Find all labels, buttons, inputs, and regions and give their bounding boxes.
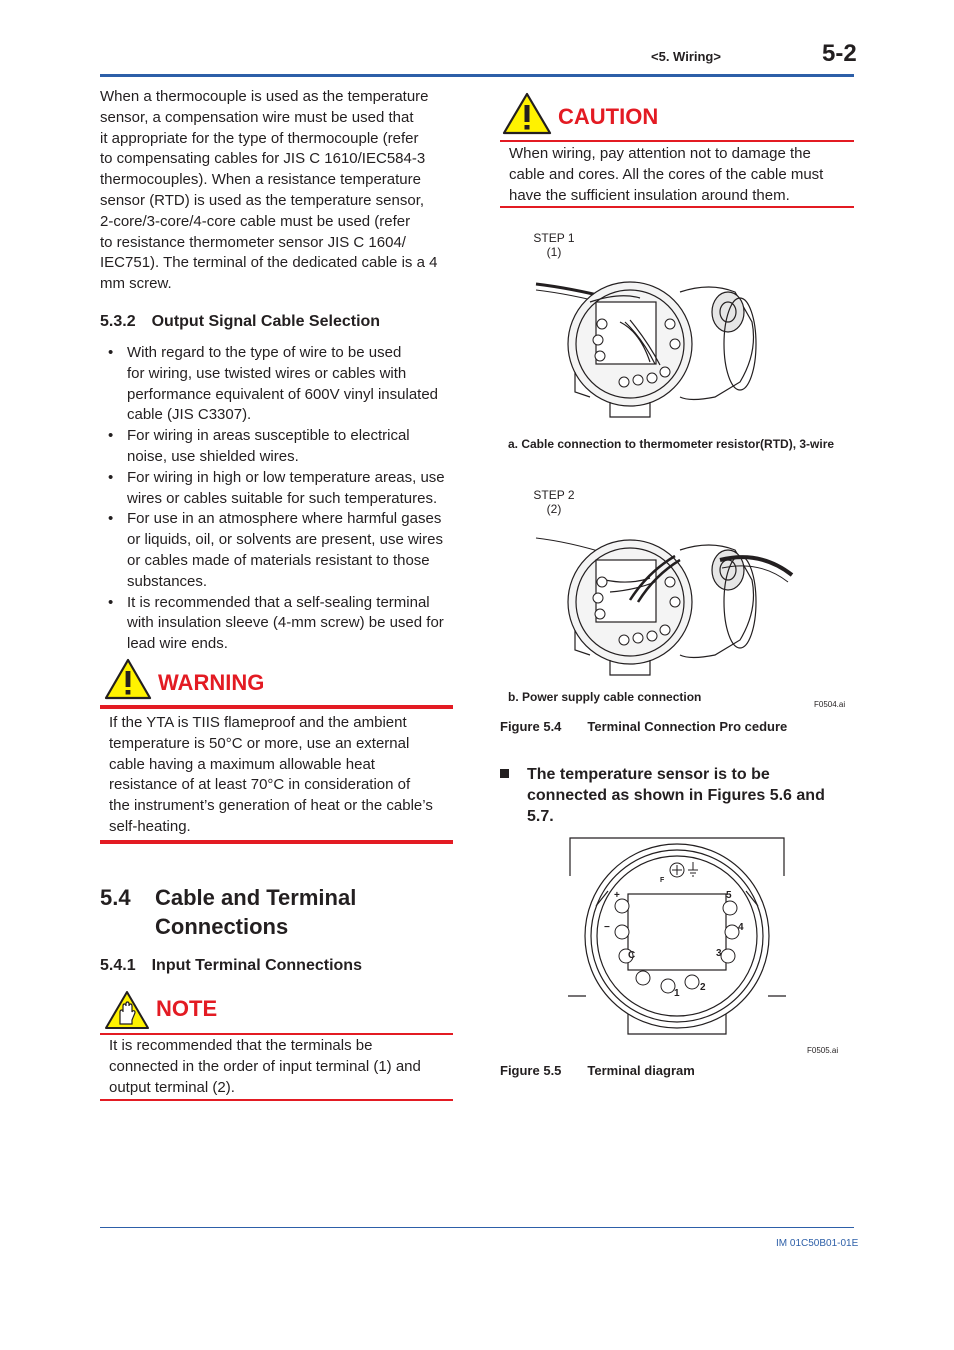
page-number: 5-2 bbox=[822, 40, 857, 67]
list-item: • It is recommended that a self-sealing terminal with insulation sleeve (4-mm screw) be used for lead wire ends. bbox=[100, 593, 458, 655]
warning-top-rule bbox=[100, 705, 453, 709]
section-5-4-title: Cable and Terminal Connections bbox=[155, 885, 357, 939]
terminal-4-label: 4 bbox=[738, 922, 744, 933]
figure-b-caption: b. Power supply cable connection bbox=[508, 690, 702, 704]
chapter-label: <5. Wiring> bbox=[651, 49, 721, 64]
step2-label: STEP 2 (2) bbox=[533, 488, 575, 516]
square-bullet-icon bbox=[500, 769, 509, 778]
terminal-f-label: F bbox=[660, 877, 665, 884]
warning-icon bbox=[104, 658, 152, 700]
caution-bottom-rule bbox=[500, 206, 854, 208]
list-item: • For wiring in areas susceptible to electrical noise, use shielded wires. bbox=[100, 426, 458, 468]
terminal-3-label: 3 bbox=[716, 948, 722, 959]
warning-text: If the YTA is TIIS flameproof and the ambient temperature is 50°C or more, use an external cable having a maximum allowable heat resistance of at least 70°C in consideration of the instrument’s generation of heat or the cable’s self-heating. bbox=[109, 714, 433, 835]
housing-step2-illustration bbox=[530, 520, 800, 680]
terminal-2-label: 2 bbox=[700, 982, 706, 993]
caution-title: CAUTION bbox=[558, 104, 659, 129]
terminal-minus-label: − bbox=[604, 922, 610, 933]
section-5-3-2-heading: 5.3.2 Output Signal Cable Selection bbox=[100, 313, 381, 330]
sensor-connection-statement: The temperature sensor is to be connected as shown in Figures 5.6 and 5.7. bbox=[527, 766, 825, 825]
document-id: IM 01C50B01-01E bbox=[776, 1238, 859, 1249]
section-5-4-number: 5.4 bbox=[100, 885, 131, 910]
section-5-4-1-heading: 5.4.1 Input Terminal Connections bbox=[100, 957, 362, 974]
terminal-c-label: C bbox=[628, 950, 636, 961]
caution-top-rule bbox=[500, 140, 854, 142]
terminal-diagram bbox=[568, 836, 786, 1036]
note-top-rule bbox=[100, 1033, 453, 1035]
note-bottom-rule bbox=[100, 1099, 453, 1101]
warning-bottom-rule bbox=[100, 840, 453, 844]
figure-5-4-caption: Figure 5.4 Terminal Connection Pro cedure bbox=[500, 719, 788, 734]
note-hand-icon bbox=[104, 990, 150, 1030]
note-title: NOTE bbox=[156, 996, 218, 1021]
housing-step1-illustration bbox=[530, 262, 770, 422]
caution-icon bbox=[502, 92, 552, 135]
step1-label: STEP 1 (1) bbox=[533, 231, 575, 259]
caution-text: When wiring, pay attention not to damage the cable and cores. All the cores of the cable must have the sufficient insulation around them. bbox=[509, 145, 824, 204]
figure-5-4-code: F0504.ai bbox=[814, 700, 846, 709]
header-rule bbox=[100, 74, 854, 77]
figure-5-5-code: F0505.ai bbox=[807, 1046, 839, 1055]
list-item: • For use in an atmosphere where harmful gases or liquids, oil, or solvents are present, use wires or cables made of materials resistant to those substances. bbox=[100, 509, 458, 592]
warning-title: WARNING bbox=[158, 670, 265, 695]
terminal-plus-label: + bbox=[614, 890, 620, 901]
intro-paragraph: When a thermocouple is used as the temperature sensor, a compensation wire must be used that it appropriate for the type of thermocouple (refer to compensating cables for JIS C 1610/IEC584-3 thermocouples). When a resistance temperature sensor (RTD) is used as the temperature sensor, 2-core/3-core/4-core cable must be used (refer to resistance thermometer sensor JIS C 1604/ IEC751). The terminal of the dedicated cable is a 4 mm screw. bbox=[100, 88, 438, 293]
figure-5-5-caption: Figure 5.5 Terminal diagram bbox=[500, 1063, 695, 1078]
list-item: • With regard to the type of wire to be used for wiring, use twisted wires or cables with performance equivalent of 600V vinyl insulated cable (JIS C3307). bbox=[100, 343, 458, 426]
list-item: • For wiring in high or low temperature areas, use wires or cables suitable for such temperatures. bbox=[100, 468, 458, 510]
footer-rule bbox=[100, 1227, 854, 1228]
figure-a-caption: a. Cable connection to thermometer resistor(RTD), 3-wire bbox=[508, 437, 835, 451]
note-text: It is recommended that the terminals be connected in the order of input terminal (1) and output terminal (2). bbox=[109, 1037, 421, 1096]
terminal-1-label: 1 bbox=[674, 988, 680, 999]
terminal-5-label: 5 bbox=[726, 890, 732, 901]
cable-selection-list bbox=[100, 343, 458, 655]
